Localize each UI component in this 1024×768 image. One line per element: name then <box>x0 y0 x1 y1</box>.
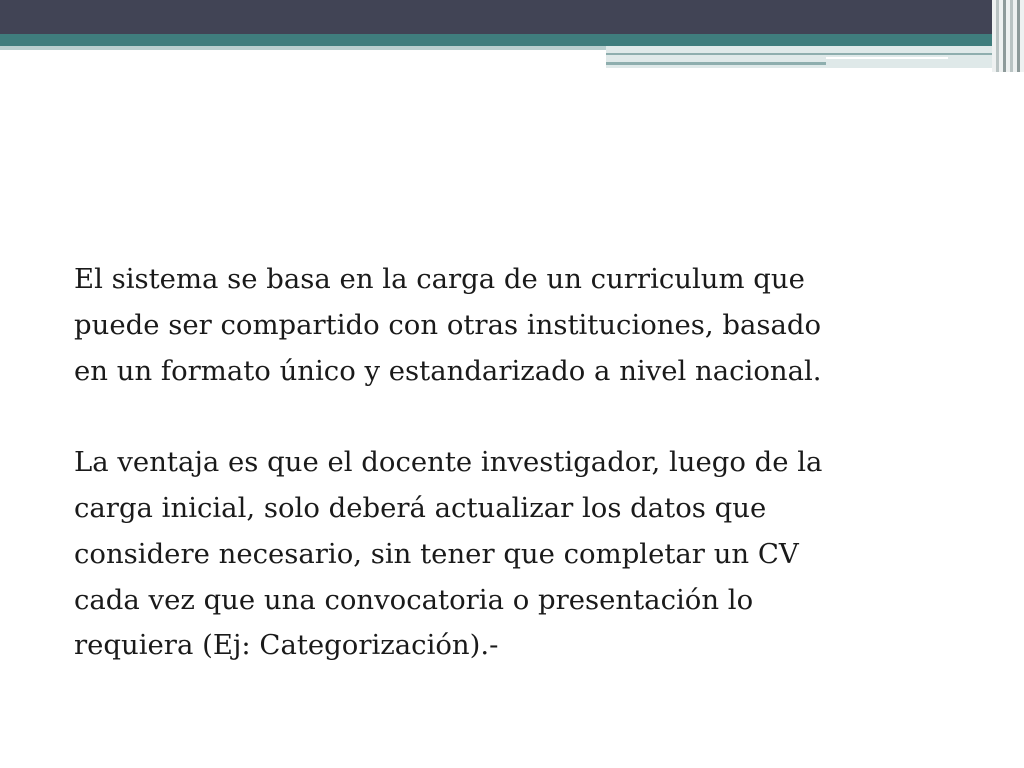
text-line: El sistema se basa en la carga de un curriculum que <box>74 263 805 295</box>
text-line: La ventaja es que el docente investigador, luego de la <box>74 446 823 479</box>
header-teal-band <box>0 34 1024 46</box>
header-gray-stripe <box>0 46 606 50</box>
header-accent-stripe-short <box>606 62 826 65</box>
paragraph-2 <box>74 440 954 669</box>
header-edge-line <box>996 0 999 72</box>
text-line: en un formato único y estandarizado a nivel nacional. <box>74 354 822 387</box>
slide-body-text <box>74 257 954 669</box>
header-edge-line <box>1010 0 1013 72</box>
text-line: cada vez que una convocatoria o presentación lo <box>74 583 754 616</box>
text-line: requiera (Ej: Categorización).- <box>74 629 499 662</box>
header-accent-stripe <box>606 53 998 55</box>
text-line: carga inicial, solo deberá actualizar los datos que <box>74 491 767 524</box>
header-edge-line <box>1017 0 1020 72</box>
text-line: considere necesario, sin tener que completar un CV <box>74 537 799 570</box>
paragraph-1 <box>74 257 954 394</box>
header-highlight-stripe <box>826 57 948 59</box>
header-edge-line <box>1003 0 1006 72</box>
header-dark-band <box>0 0 1024 34</box>
text-line: puede ser compartido con otras instituciones, basado <box>74 308 822 341</box>
